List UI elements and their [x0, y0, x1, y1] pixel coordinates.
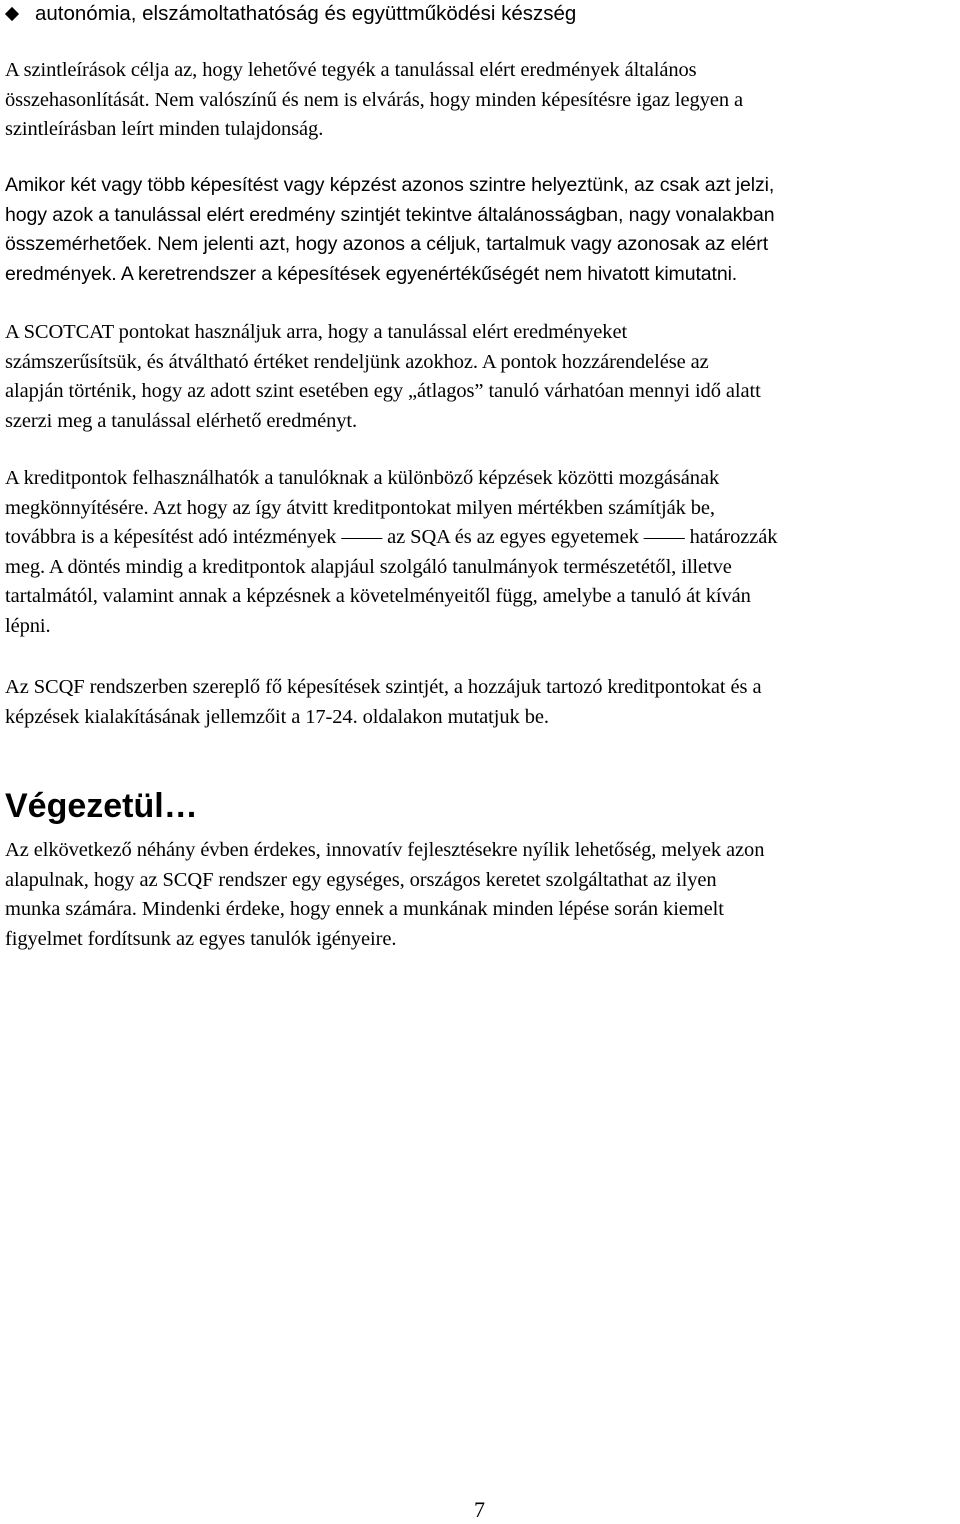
- paragraph-line: számszerűsítsük, és átváltható értéket rendeljünk azokhoz. A pontok hozzárendelése az: [5, 350, 709, 373]
- paragraph-levels: [5, 171, 775, 289]
- paragraph-line: munka számára. Mindenki érdeke, hogy ennek a munkának minden lépése során kiemelt: [5, 898, 724, 920]
- paragraph-line: figyelmet fordítsunk az egyes tanulók igényeire.: [5, 927, 397, 950]
- paragraph-line: Amikor két vagy több képesítést vagy képzést azonos szintre helyeztünk, az csak azt jelzi,: [5, 174, 775, 196]
- diamond-bullet-icon: [5, 6, 19, 20]
- page-number: 7: [474, 1497, 485, 1522]
- paragraph-line: alapján történik, hogy az adott szint esetében egy „átlagos” tanuló várhatóan mennyi idő alatt: [5, 380, 761, 402]
- paragraph-line: lépni.: [5, 614, 51, 637]
- section-heading: Végezetül…: [5, 787, 198, 825]
- document-page: [5, 0, 960, 1524]
- paragraph-conclusion: [5, 836, 764, 954]
- paragraph-line: A kreditpontok felhasználhatók a tanulóknak a különböző képzések közötti mozgásának: [5, 467, 720, 489]
- paragraph-line: A SCOTCAT pontokat használjuk arra, hogy a tanulással elért eredményeket: [5, 321, 628, 343]
- paragraph-line: szerzi meg a tanulással elérhető eredményt.: [5, 409, 358, 432]
- paragraph-line: megkönnyítésére. Azt hogy az így átvitt kreditpontokat milyen mértékben számítják be,: [5, 496, 715, 519]
- paragraph-line: Az elkövetkező néhány évben érdekes, innovatív fejlesztésekre nyílik lehetőség, melyek azon: [5, 839, 765, 861]
- paragraph-line: A szintleírások célja az, hogy lehetővé tegyék a tanulással elért eredmények általános: [5, 59, 697, 81]
- paragraph-line: tartalmától, valamint annak a képzésnek a követelményeitől függ, amelybe a tanuló át kíván: [5, 585, 751, 607]
- paragraph-line: Az SCQF rendszerben szereplő fő képesítések szintjét, a hozzájuk tartozó kreditpontokat és a: [5, 676, 762, 698]
- paragraph-scotcat: [5, 318, 761, 436]
- bullet-text: autonómia, elszámoltathatóság és együttműködési készség: [35, 2, 577, 25]
- paragraph-line: összemérhetőek. Nem jelenti azt, hogy azonos a céljuk, tartalmuk vagy azonosak az elért: [5, 233, 769, 255]
- paragraph-line: képzések kialakításának jellemzőit a 17-24. oldalakon mutatjuk be.: [5, 705, 549, 728]
- bullet-item: [5, 0, 576, 27]
- paragraph-line: hogy azok a tanulással elért eredmény szintjét tekintve általánosságban, nagy vonalakban: [5, 203, 775, 226]
- paragraph-scope: [5, 56, 743, 145]
- paragraph-line: összehasonlítását. Nem valószínű és nem is elvárás, hogy minden képesítésre igaz legyen a: [5, 88, 743, 111]
- paragraph-scqf: [5, 673, 761, 732]
- paragraph-credits: [5, 464, 777, 641]
- paragraph-line: eredmények. A keretrendszer a képesítések egyenértékűségét nem hivatott kimutatni.: [5, 262, 738, 285]
- paragraph-line: továbbra is a képesítést adó intézmények —— az SQA és az egyes egyetemek —— határozzák: [5, 526, 778, 548]
- paragraph-line: alapulnak, hogy az SCQF rendszer egy egységes, országos keretet szolgáltathat az ilyen: [5, 868, 717, 891]
- paragraph-line: meg. A döntés mindig a kreditpontok alapjául szolgáló tanulmányok természetétől, illetve: [5, 555, 732, 578]
- paragraph-line: szintleírásban leírt minden tulajdonság.: [5, 118, 324, 140]
